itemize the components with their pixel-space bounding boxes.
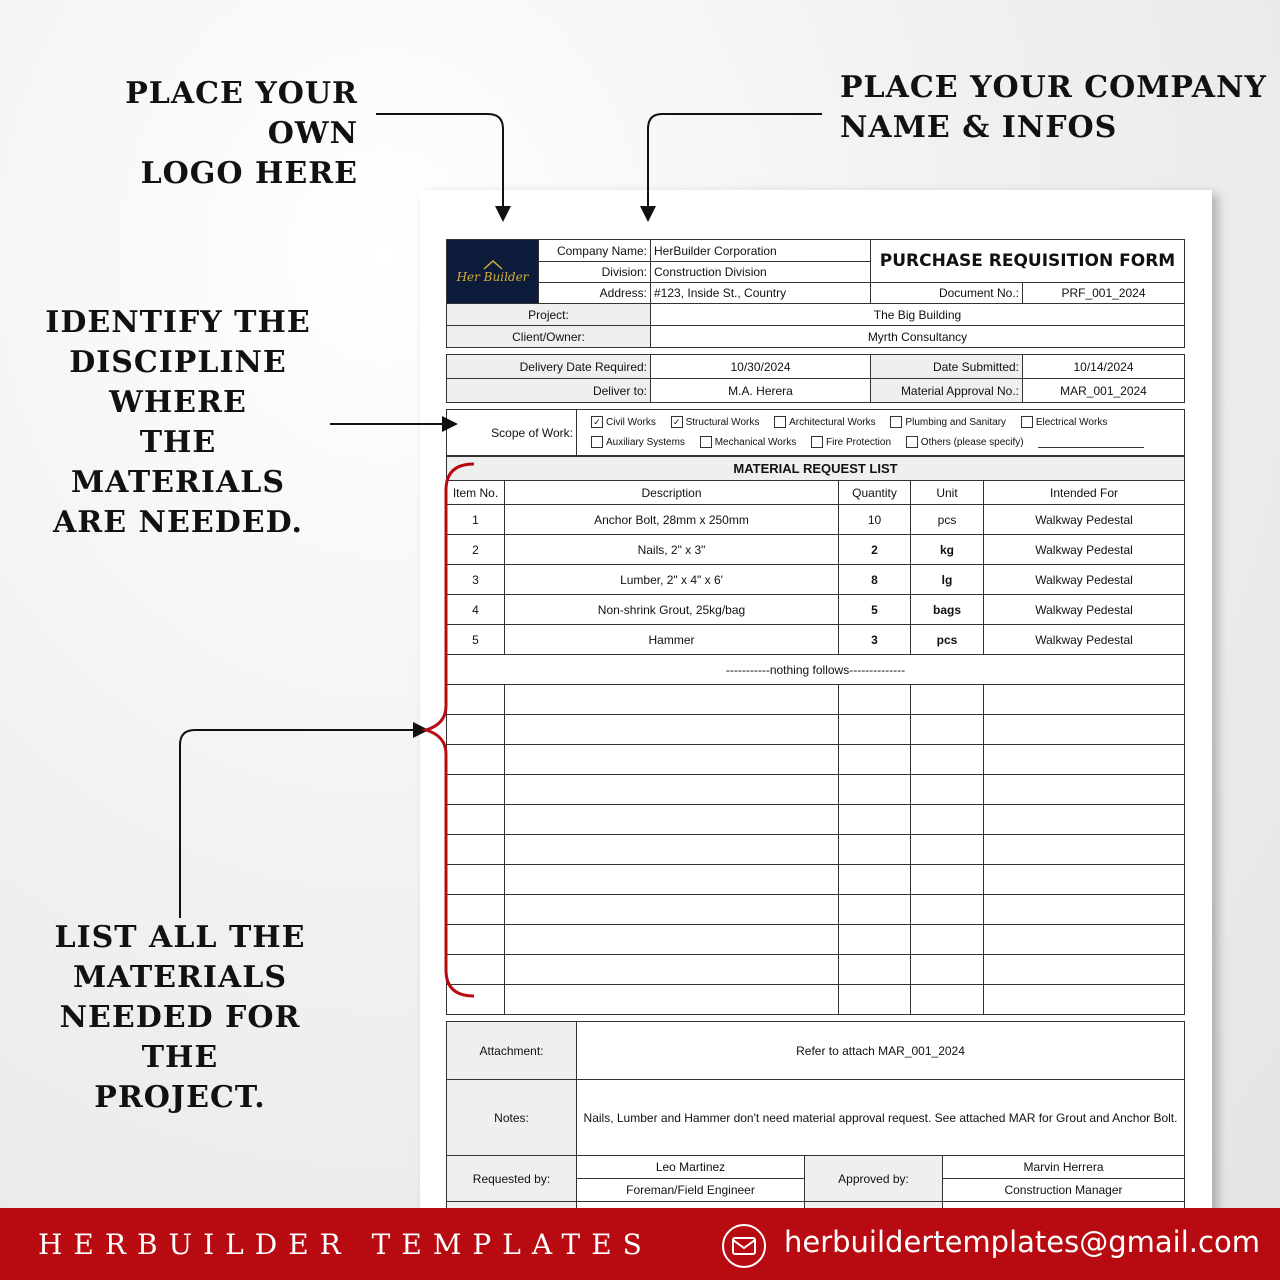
col-unit: Unit — [911, 481, 984, 505]
client-value: Myrth Consultancy — [651, 326, 1185, 348]
col-description: Description — [505, 481, 839, 505]
scope-mechanical-works[interactable]: Mechanical Works — [700, 433, 797, 453]
header-table — [446, 239, 1185, 348]
checkbox-architectural-works[interactable] — [774, 416, 786, 428]
document-no-value: PRF_001_2024 — [1023, 283, 1185, 304]
footer-band — [0, 1208, 1280, 1280]
empty-table-row — [447, 715, 1185, 745]
email-link[interactable]: herbuildertemplates@gmail.com — [784, 1225, 1260, 1259]
material-approval-value: MAR_001_2024 — [1023, 379, 1185, 403]
division-label: Division: — [539, 262, 651, 283]
company-name-value: HerBuilder Corporation — [651, 240, 871, 262]
address-value: #123, Inside St., Country — [651, 283, 871, 304]
form-title: PURCHASE REQUISITION FORM — [871, 240, 1185, 283]
scope-row-1 — [591, 413, 1181, 433]
notes-value: Nails, Lumber and Hammer don't need material approval request. See attached MAR for Grout and Anchor Bolt. — [577, 1080, 1185, 1156]
material-request-table — [446, 456, 1185, 1015]
company-name-label: Company Name: — [539, 240, 651, 262]
scope-structural-works[interactable]: ✓ Structural Works — [671, 413, 760, 433]
scope-checkboxes — [577, 410, 1185, 456]
deliver-to-label: Deliver to: — [447, 379, 651, 403]
scope-architectural-works[interactable]: Architectural Works — [774, 413, 876, 433]
table-row: 5 Hammer 3 pcs Walkway Pedestal — [447, 625, 1185, 655]
purchase-requisition-document — [420, 190, 1212, 1220]
house-icon — [483, 260, 503, 270]
approved-by-name: Marvin Herrera — [943, 1156, 1185, 1179]
scope-electrical-works[interactable]: Electrical Works — [1021, 413, 1108, 433]
requested-by-name: Leo Martinez — [577, 1156, 805, 1179]
callout-company: PLACE YOUR COMPANY NAME & INFOS — [840, 70, 1267, 145]
brand-name: HERBUILDER TEMPLATES — [38, 1228, 653, 1261]
scope-fire-protection[interactable]: Fire Protection — [811, 433, 891, 453]
delivery-table — [446, 354, 1185, 403]
scope-civil-works[interactable]: ✓ Civil Works — [591, 413, 656, 433]
scope-others[interactable]: Others (please specify) — [906, 433, 1024, 453]
client-label: Client/Owner: — [447, 326, 651, 348]
col-item-no: Item No. — [447, 481, 505, 505]
checkbox-fire-protection[interactable] — [811, 436, 823, 448]
callout-discipline: IDENTIFY THE DISCIPLINE WHERE THE MATERIALS ARE NEEDED. — [45, 305, 311, 540]
address-label: Address: — [539, 283, 651, 304]
requested-by-label: Requested by: — [447, 1156, 577, 1202]
requested-by-title: Foreman/Field Engineer — [577, 1179, 805, 1202]
scope-plumbing-sanitary[interactable]: Plumbing and Sanitary — [890, 413, 1006, 433]
empty-rows — [447, 685, 1185, 1015]
date-submitted-label: Date Submitted: — [871, 355, 1023, 379]
empty-table-row — [447, 805, 1185, 835]
attachment-value: Refer to attach MAR_001_2024 — [577, 1022, 1185, 1080]
scope-row-2 — [591, 433, 1181, 453]
material-list-title: MATERIAL REQUEST LIST — [447, 457, 1185, 481]
project-value: The Big Building — [651, 304, 1185, 326]
checkbox-others[interactable] — [906, 436, 918, 448]
checkbox-structural-works[interactable]: ✓ — [671, 416, 683, 428]
attachment-label: Attachment: — [447, 1022, 577, 1080]
checkbox-mechanical-works[interactable] — [700, 436, 712, 448]
scope-table — [446, 409, 1185, 456]
deliver-to-value: M.A. Herera — [651, 379, 871, 403]
delivery-date-value: 10/30/2024 — [651, 355, 871, 379]
checkbox-electrical-works[interactable] — [1021, 416, 1033, 428]
empty-table-row — [447, 925, 1185, 955]
empty-table-row — [447, 895, 1185, 925]
division-value: Construction Division — [651, 262, 871, 283]
table-row: 1 Anchor Bolt, 28mm x 250mm 10 pcs Walkway Pedestal — [447, 505, 1185, 535]
empty-table-row — [447, 955, 1185, 985]
table-row: 2 Nails, 2" x 3" 2 kg Walkway Pedestal — [447, 535, 1185, 565]
nothing-follows: -----------nothing follows-------------- — [447, 655, 1185, 685]
approved-by-label: Approved by: — [805, 1156, 943, 1202]
delivery-date-label: Delivery Date Required: — [447, 355, 651, 379]
callout-logo: PLACE YOUR OWN LOGO HERE — [125, 76, 358, 191]
empty-table-row — [447, 985, 1185, 1015]
company-logo: Her Builder — [447, 240, 539, 304]
mail-icon[interactable] — [722, 1224, 766, 1268]
empty-table-row — [447, 835, 1185, 865]
approved-by-title: Construction Manager — [943, 1179, 1185, 1202]
material-table-header — [447, 481, 1185, 505]
scope-auxiliary-systems[interactable]: Auxiliary Systems — [591, 433, 685, 453]
checkbox-plumbing-sanitary[interactable] — [890, 416, 902, 428]
empty-table-row — [447, 775, 1185, 805]
empty-table-row — [447, 865, 1185, 895]
document-no-label: Document No.: — [871, 283, 1023, 304]
empty-table-row — [447, 745, 1185, 775]
table-row: 4 Non-shrink Grout, 25kg/bag 5 bags Walkway Pedestal — [447, 595, 1185, 625]
col-quantity: Quantity — [839, 481, 911, 505]
arrow-materials — [180, 730, 421, 918]
callout-materials: LIST ALL THE MATERIALS NEEDED FOR THE PROJECT. — [54, 920, 306, 1115]
checkbox-auxiliary-systems[interactable] — [591, 436, 603, 448]
date-submitted-value: 10/14/2024 — [1023, 355, 1185, 379]
scope-of-work-label: Scope of Work: — [447, 410, 577, 456]
table-row: 3 Lumber, 2" x 4" x 6' 8 lg Walkway Pedestal — [447, 565, 1185, 595]
material-approval-label: Material Approval No.: — [871, 379, 1023, 403]
notes-label: Notes: — [447, 1080, 577, 1156]
others-specify-line[interactable] — [1038, 435, 1144, 448]
checkbox-civil-works[interactable]: ✓ — [591, 416, 603, 428]
col-intended-for: Intended For — [984, 481, 1185, 505]
empty-table-row — [447, 685, 1185, 715]
footer-info-table — [446, 1021, 1185, 1220]
project-label: Project: — [447, 304, 651, 326]
